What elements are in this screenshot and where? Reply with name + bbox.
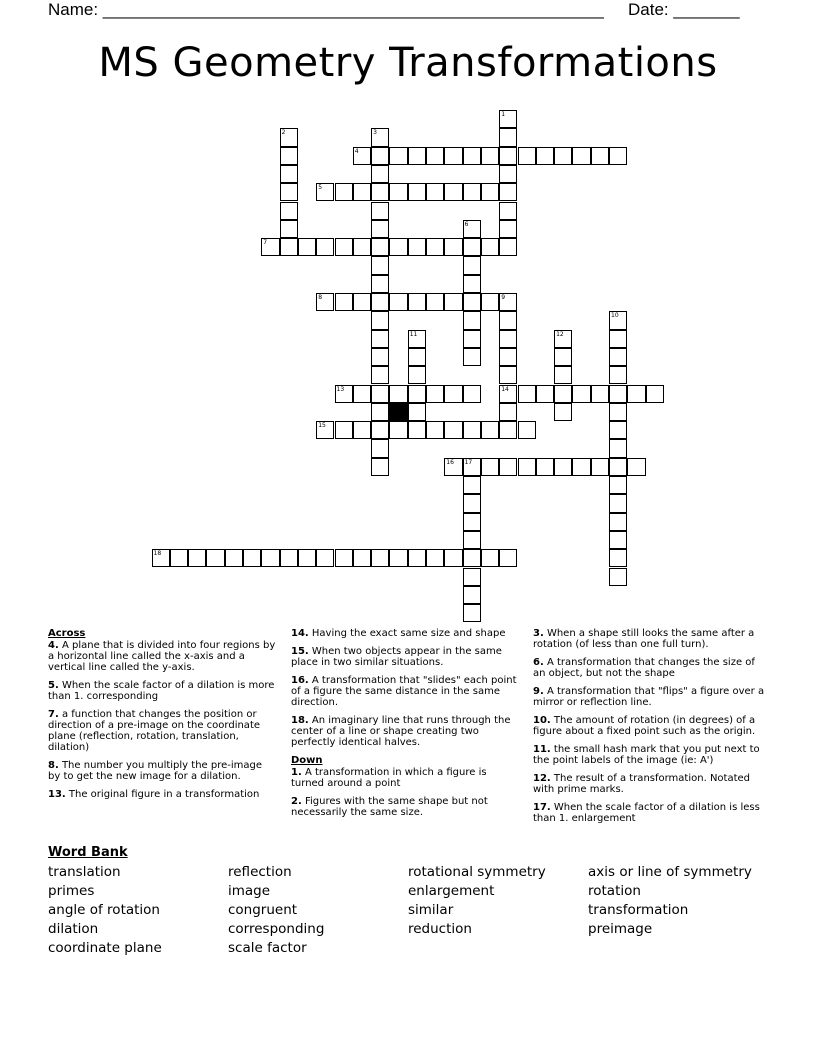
crossword-cell[interactable]	[444, 183, 462, 201]
crossword-cell[interactable]	[463, 311, 481, 329]
crossword-clue-number: 8	[318, 294, 323, 301]
crossword-cell[interactable]	[371, 202, 389, 220]
crossword-cell[interactable]	[554, 330, 572, 348]
crossword-cell[interactable]	[408, 366, 426, 384]
crossword-cell[interactable]	[225, 549, 243, 567]
crossword-clue-number: 7	[263, 239, 268, 247]
clue-across-8: 8. The number you multiply the pre-image by to get the new image for a dilation.	[48, 760, 263, 782]
crossword-cell[interactable]	[408, 348, 426, 366]
clue-down-2: 2. Figures with the same shape but not necessarily the same size.	[291, 796, 488, 818]
crossword-cell[interactable]	[152, 549, 170, 567]
word-bank-item: coordinate plane	[48, 940, 162, 956]
crossword-cell[interactable]	[609, 439, 627, 457]
crossword-cell[interactable]	[444, 293, 462, 311]
crossword-cell[interactable]	[554, 403, 572, 421]
word-bank-item: angle of rotation	[48, 902, 160, 918]
clue-across-7: 7. a function that changes the position or direction of a pre-image on the coordinate plane (reflection, rotation, translation, dilation)	[48, 709, 261, 753]
clue-across-18: 18. An imaginary line that runs through the center of a line or shape creating two perfectly identical halves.	[291, 715, 511, 748]
word-bank-item: translation	[48, 864, 121, 880]
crossword-cell[interactable]	[335, 421, 353, 439]
crossword-cell[interactable]	[408, 385, 426, 403]
crossword-cell[interactable]	[554, 366, 572, 384]
word-bank-item: transformation	[588, 902, 689, 918]
crossword-cell[interactable]	[499, 549, 517, 567]
word-bank-column-1	[48, 863, 162, 958]
crossword-cell[interactable]	[371, 293, 389, 311]
crossword-cell[interactable]	[389, 147, 407, 165]
crossword-cell[interactable]	[572, 385, 590, 403]
crossword-cell[interactable]	[609, 476, 627, 494]
crossword-cell[interactable]	[371, 311, 389, 329]
crossword-cell[interactable]	[518, 385, 536, 403]
crossword-cell[interactable]	[280, 147, 298, 165]
crossword-clue-number: 15	[318, 422, 326, 430]
crossword-cell[interactable]	[609, 494, 627, 512]
clue-down-9: 9. A transformation that "flips" a figure over a mirror or reflection line.	[533, 686, 765, 708]
crossword-cell[interactable]	[280, 238, 298, 256]
clue-across-14: 14. Having the exact same size and shape	[291, 628, 506, 639]
crossword-cell[interactable]	[646, 385, 664, 403]
down-heading: Down	[291, 755, 323, 766]
crossword-cell[interactable]	[371, 238, 389, 256]
crossword-cell[interactable]	[609, 568, 627, 586]
crossword-clue-number: 3	[373, 129, 377, 137]
crossword-cell[interactable]	[335, 549, 353, 567]
crossword-clue-number: 12	[556, 330, 564, 338]
clue-across-16: 16. A transformation that "slides" each point of a figure the same distance in the same direction.	[291, 675, 517, 708]
crossword-cell[interactable]	[463, 293, 481, 311]
crossword-cell[interactable]	[335, 238, 353, 256]
crossword-cell[interactable]	[627, 385, 645, 403]
crossword-cell[interactable]	[499, 366, 517, 384]
crossword-cell[interactable]	[426, 183, 444, 201]
crossword-cell[interactable]	[426, 238, 444, 256]
word-bank-item: reflection	[228, 864, 292, 880]
word-bank-item: preimage	[588, 921, 653, 937]
crossword-cell[interactable]	[609, 147, 627, 165]
clue-down-12: 12. The result of a transformation. Notated with prime marks.	[533, 773, 751, 795]
word-bank-item: enlargement	[408, 883, 495, 899]
crossword-cell[interactable]	[243, 549, 261, 567]
clue-down-17: 17. When the scale factor of a dilation is less than 1. enlargement	[533, 802, 760, 824]
crossword-cell[interactable]	[353, 421, 371, 439]
crossword-cell[interactable]	[463, 458, 481, 476]
crossword-cell[interactable]	[408, 147, 426, 165]
crossword-cell[interactable]	[426, 549, 444, 567]
crossword-cell[interactable]	[335, 183, 353, 201]
crossword-cell[interactable]	[463, 330, 481, 348]
crossword-cell[interactable]	[463, 513, 481, 531]
clue-across-4: 4. A plane that is divided into four regions by a horizontal line called the x-axis and a vertical line called the y-axis.	[48, 640, 276, 673]
crossword-cell[interactable]	[518, 458, 536, 476]
crossword-cell[interactable]	[499, 147, 517, 165]
crossword-cell[interactable]	[499, 165, 517, 183]
crossword-cell[interactable]	[463, 385, 481, 403]
crossword-cell[interactable]	[609, 549, 627, 567]
crossword-cell[interactable]	[408, 403, 426, 421]
crossword-cell[interactable]	[499, 110, 517, 128]
crossword-cell[interactable]	[463, 604, 481, 622]
crossword-cell[interactable]	[389, 293, 407, 311]
crossword-cell[interactable]	[499, 385, 517, 403]
crossword-cell[interactable]	[481, 147, 499, 165]
crossword-cell[interactable]	[627, 458, 645, 476]
crossword-cell[interactable]	[261, 549, 279, 567]
word-bank-item: dilation	[48, 921, 99, 937]
crossword-cell[interactable]	[591, 147, 609, 165]
crossword-cell[interactable]	[481, 183, 499, 201]
crossword-cell[interactable]	[206, 549, 224, 567]
crossword-clue-number: 13	[336, 385, 345, 393]
crossword-cell[interactable]	[389, 549, 407, 567]
crossword-cell[interactable]	[463, 421, 481, 439]
across-heading: Across	[48, 628, 86, 639]
word-bank-title: Word Bank	[48, 845, 128, 860]
crossword-cell[interactable]	[371, 128, 389, 146]
word-bank-item: axis or line of symmetry	[588, 864, 752, 880]
crossword-cell[interactable]	[426, 421, 444, 439]
crossword-cell[interactable]	[335, 293, 353, 311]
word-bank-item: congruent	[228, 902, 298, 918]
crossword-cell[interactable]	[463, 256, 481, 274]
crossword-cell[interactable]	[371, 330, 389, 348]
clue-down-6: 6. A transformation that changes the size of an object, but not the shape	[533, 657, 755, 679]
crossword-cell[interactable]	[408, 330, 426, 348]
crossword-cell[interactable]	[572, 458, 590, 476]
crossword-cell[interactable]	[389, 183, 407, 201]
crossword-cell[interactable]	[316, 293, 334, 311]
crossword-cell[interactable]	[371, 403, 389, 421]
crossword-cell[interactable]	[298, 238, 316, 256]
crossword-cell[interactable]	[444, 385, 462, 403]
crossword-cell[interactable]	[426, 147, 444, 165]
clue-across-13: 13. The original figure in a transformation	[48, 789, 260, 800]
crossword-cell[interactable]	[188, 549, 206, 567]
crossword-cell[interactable]	[371, 366, 389, 384]
word-bank-item: reduction	[408, 921, 472, 937]
crossword-cell[interactable]	[609, 421, 627, 439]
crossword-cell[interactable]	[280, 128, 298, 146]
word-bank-item: corresponding	[228, 921, 325, 937]
crossword-cell[interactable]	[609, 513, 627, 531]
crossword-cell[interactable]	[389, 385, 407, 403]
date-line: Date: _______	[628, 0, 740, 19]
clues-column-3	[533, 628, 765, 831]
crossword-clue-number: 10	[611, 312, 619, 320]
crossword-cell[interactable]	[499, 348, 517, 366]
crossword-clue-number: 2	[281, 129, 286, 137]
crossword-cell[interactable]	[316, 421, 334, 439]
crossword-cell[interactable]	[463, 531, 481, 549]
crossword-clue-number: 4	[354, 147, 359, 155]
crossword-cell[interactable]	[463, 183, 481, 201]
crossword-cell[interactable]	[371, 549, 389, 567]
crossword-cell[interactable]	[371, 147, 389, 165]
crossword-cell[interactable]	[609, 531, 627, 549]
crossword-cell[interactable]	[554, 348, 572, 366]
crossword-cell[interactable]	[426, 385, 444, 403]
crossword-cell[interactable]	[481, 458, 499, 476]
crossword-cell[interactable]	[609, 366, 627, 384]
clue-down-1: 1. A transformation in which a figure is turned around a point	[291, 767, 487, 789]
crossword-cell[interactable]	[572, 147, 590, 165]
crossword-cell[interactable]	[481, 293, 499, 311]
crossword-cell[interactable]	[481, 421, 499, 439]
crossword-cell[interactable]	[280, 202, 298, 220]
crossword-cell[interactable]	[280, 220, 298, 238]
clues-column-1	[48, 628, 276, 807]
crossword-cell[interactable]	[463, 238, 481, 256]
crossword-cell[interactable]	[444, 458, 462, 476]
crossword-cell[interactable]	[408, 238, 426, 256]
crossword-cell[interactable]	[335, 385, 353, 403]
crossword-cell[interactable]	[371, 220, 389, 238]
crossword-cell[interactable]	[499, 311, 517, 329]
word-bank-column-3	[408, 863, 546, 939]
crossword-cell[interactable]	[353, 293, 371, 311]
crossword-cell[interactable]	[444, 238, 462, 256]
crossword-cell[interactable]	[463, 275, 481, 293]
crossword-cell[interactable]	[408, 293, 426, 311]
crossword-clue-number: 5	[318, 184, 323, 192]
crossword-cell[interactable]	[408, 549, 426, 567]
crossword-cell[interactable]	[463, 494, 481, 512]
crossword-cell[interactable]	[371, 439, 389, 457]
crossword-cell[interactable]	[371, 348, 389, 366]
crossword-cell[interactable]	[316, 238, 334, 256]
crossword-cell[interactable]	[444, 421, 462, 439]
crossword-clue-number: 14	[501, 385, 509, 393]
crossword-cell[interactable]	[463, 568, 481, 586]
crossword-cell[interactable]	[353, 147, 371, 165]
crossword-cell[interactable]	[518, 421, 536, 439]
crossword-cell[interactable]	[280, 549, 298, 567]
crossword-cell[interactable]	[499, 403, 517, 421]
clue-across-15: 15. When two objects appear in the same place in two similar situations.	[291, 646, 502, 668]
crossword-cell[interactable]	[371, 183, 389, 201]
crossword-cell[interactable]	[609, 348, 627, 366]
crossword-cell[interactable]	[280, 165, 298, 183]
name-line: Name: _____________________________________________________	[48, 0, 604, 19]
crossword-cell[interactable]	[481, 549, 499, 567]
crossword-cell[interactable]	[371, 421, 389, 439]
crossword-cell[interactable]	[353, 238, 371, 256]
crossword-cell[interactable]	[353, 183, 371, 201]
crossword-cell[interactable]	[316, 549, 334, 567]
crossword-cell[interactable]	[499, 183, 517, 201]
crossword-clue-number: 9	[501, 294, 506, 301]
word-bank-item: image	[228, 883, 271, 899]
crossword-cell[interactable]	[591, 385, 609, 403]
crossword-cell[interactable]	[170, 549, 188, 567]
crossword-clue-number: 17	[464, 458, 473, 466]
crossword-cell[interactable]	[499, 238, 517, 256]
clue-down-10: 10. The amount of rotation (in degrees) of a figure about a fixed point such as the origin.	[533, 715, 756, 737]
word-bank-item: rotation	[588, 883, 641, 899]
crossword-cell[interactable]	[463, 147, 481, 165]
crossword-clue-number: 16	[446, 458, 454, 466]
word-bank-item: primes	[48, 883, 95, 899]
crossword-cell[interactable]	[371, 275, 389, 293]
crossword-cell[interactable]	[554, 147, 572, 165]
crossword-cell[interactable]	[609, 458, 627, 476]
crossword-cell[interactable]	[316, 183, 334, 201]
crossword-cell[interactable]	[426, 293, 444, 311]
crossword-clue-number: 18	[153, 550, 162, 558]
crossword-cell[interactable]	[463, 220, 481, 238]
crossword-cell[interactable]	[371, 458, 389, 476]
crossword-cell[interactable]	[371, 165, 389, 183]
clue-down-11: 11. the small hash mark that you put next to the point labels of the image (ie: A')	[533, 744, 760, 766]
word-bank-item: similar	[408, 902, 454, 918]
clue-across-5: 5. When the scale factor of a dilation is more than 1. corresponding	[48, 680, 275, 702]
crossword-cell[interactable]	[444, 549, 462, 567]
crossword-cell[interactable]	[463, 549, 481, 567]
crossword-cell[interactable]	[280, 183, 298, 201]
crossword-cell[interactable]	[463, 476, 481, 494]
crossword-cell[interactable]	[609, 311, 627, 329]
crossword-cell[interactable]	[499, 293, 517, 311]
crossword-cell[interactable]	[463, 586, 481, 604]
crossword-clue-number: 11	[409, 330, 418, 338]
crossword-cell[interactable]	[353, 549, 371, 567]
crossword-cell[interactable]	[298, 549, 316, 567]
crossword-cell[interactable]	[481, 238, 499, 256]
page-title: MS Geometry Transformations	[98, 40, 718, 86]
crossword-cell[interactable]	[499, 330, 517, 348]
clues-column-2	[291, 628, 519, 825]
crossword-cell[interactable]	[408, 183, 426, 201]
word-bank-item: scale factor	[228, 940, 307, 956]
word-bank-column-4	[588, 863, 752, 939]
crossword-cell[interactable]	[536, 385, 554, 403]
crossword-cell[interactable]	[609, 385, 627, 403]
crossword-cell[interactable]	[261, 238, 279, 256]
crossword-black-cell	[389, 403, 407, 421]
crossword-clue-number: 6	[464, 220, 469, 228]
clue-down-3: 3. When a shape still looks the same after a rotation (of less than one full turn).	[533, 628, 755, 650]
crossword-cell[interactable]	[444, 147, 462, 165]
crossword-cell[interactable]	[408, 421, 426, 439]
crossword-cell[interactable]	[518, 147, 536, 165]
crossword-cell[interactable]	[389, 421, 407, 439]
crossword-cell[interactable]	[499, 421, 517, 439]
crossword-cell[interactable]	[499, 202, 517, 220]
word-bank-item: rotational symmetry	[408, 864, 546, 880]
crossword-cell[interactable]	[554, 385, 572, 403]
crossword-cell[interactable]	[371, 256, 389, 274]
crossword-cell[interactable]	[389, 238, 407, 256]
crossword-cell[interactable]	[353, 385, 371, 403]
crossword-cell[interactable]	[609, 403, 627, 421]
crossword-cell[interactable]	[499, 458, 517, 476]
crossword-cell[interactable]	[536, 458, 554, 476]
crossword-cell[interactable]	[609, 330, 627, 348]
crossword-cell[interactable]	[371, 385, 389, 403]
crossword-cell[interactable]	[554, 458, 572, 476]
crossword-cell[interactable]	[463, 348, 481, 366]
crossword-clue-number: 1	[501, 111, 506, 118]
crossword-cell[interactable]	[499, 128, 517, 146]
word-bank-column-2	[228, 863, 324, 958]
crossword-cell[interactable]	[536, 147, 554, 165]
crossword-cell[interactable]	[591, 458, 609, 476]
crossword-cell[interactable]	[499, 220, 517, 238]
